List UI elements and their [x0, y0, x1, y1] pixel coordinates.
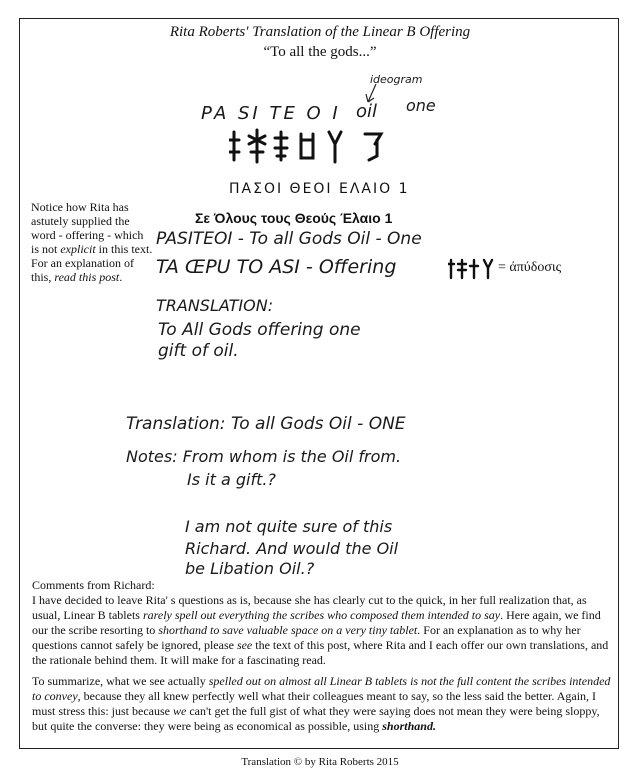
ideogram-arrow: [362, 82, 382, 106]
side-note: Notice how Rita has astutely supplied the word - offering - which is not explicit in this text. For an explanation of this, read this post.: [31, 200, 153, 284]
unsure-line-3: be Libation Oil.?: [185, 559, 315, 578]
greek-offering-word: = άπύδοσις: [498, 260, 562, 275]
lb-glyph-te: [275, 132, 287, 160]
translation-heading: TRANSLATION:: [156, 296, 274, 315]
oil-label: oil: [356, 101, 378, 122]
comments-paragraph-2: To summarize, what we see actually spelled out on almost all Linear B tablets is not the full content the scribes intended to convey, because they all knew perfectly well what their colleagues meant to say, so the less said the better. Again, I must stress this: just because we can't get the full gist of what they were saying does not mean they were being sloppy, but quite the converse: they were being as economical as possible, using shorthand.: [32, 674, 611, 733]
offering-linear-b-word: [448, 256, 498, 280]
notes-line-2: Is it a gift.?: [187, 470, 276, 489]
notes-line-1: Notes: From whom is the Oil from.: [126, 447, 402, 466]
comments-section: [32, 578, 612, 740]
syllables-line: PA SI TE O I: [201, 103, 341, 124]
comments-paragraph-1: I have decided to leave Rita' s questions as is, because she has clearly cut to the quick, in her full realization that, as usual, Linear B tablets rarely spell out everything the scribes who composed them intended to say. Here again, we find our the scribe resorting to shorthand to save valuable space on a very tiny tablet. For an explanation as to why her questions cannot safely be ignored, please see the text of this post, where Rita and I each offer our own translations, and the rationale behind them. It will make for a fascinating read.: [32, 593, 609, 667]
lb-glyph-o: [301, 134, 313, 158]
lb-glyph-oil: [365, 134, 381, 160]
greek-capitals-line: ΠΑΣΟΙ ΘΕΟΙ ΕΛΑΙΟ 1: [229, 181, 410, 197]
page-title: Rita Roberts' Translation of the Linear B Offering: [169, 24, 471, 40]
unsure-line-1: I am not quite sure of this: [185, 517, 393, 536]
footer-copyright: Translation © by Rita Roberts 2015: [241, 756, 399, 768]
lb-glyph-i: [329, 132, 341, 162]
lb-glyph-pa: [229, 132, 239, 160]
emph-explicit: explicit: [60, 242, 96, 256]
pasiteoi-line: PASITEOI - To all Gods Oil - One: [156, 229, 422, 249]
read-this-post-link[interactable]: read this post: [54, 270, 120, 284]
one-label: one: [406, 96, 436, 115]
offering-line: TA ŒPU TO ASI - Offering: [156, 256, 397, 278]
comments-heading: Comments from Richard:: [32, 578, 155, 592]
ideogram-label: ideogram: [370, 73, 423, 86]
modern-greek-line: Σε Όλους τους Θεούς Έλαιο 1: [195, 210, 393, 226]
linear-b-glyphs: [229, 126, 409, 166]
lb-glyph-si: [249, 130, 265, 162]
page-subtitle: “To all the gods...”: [263, 44, 377, 60]
translation-2: Translation: To all Gods Oil - ONE: [126, 414, 406, 434]
translation-line-2: gift of oil.: [158, 341, 239, 361]
translation-line-1: To All Gods offering one: [158, 320, 361, 340]
unsure-line-2: Richard. And would the Oil: [185, 539, 399, 558]
